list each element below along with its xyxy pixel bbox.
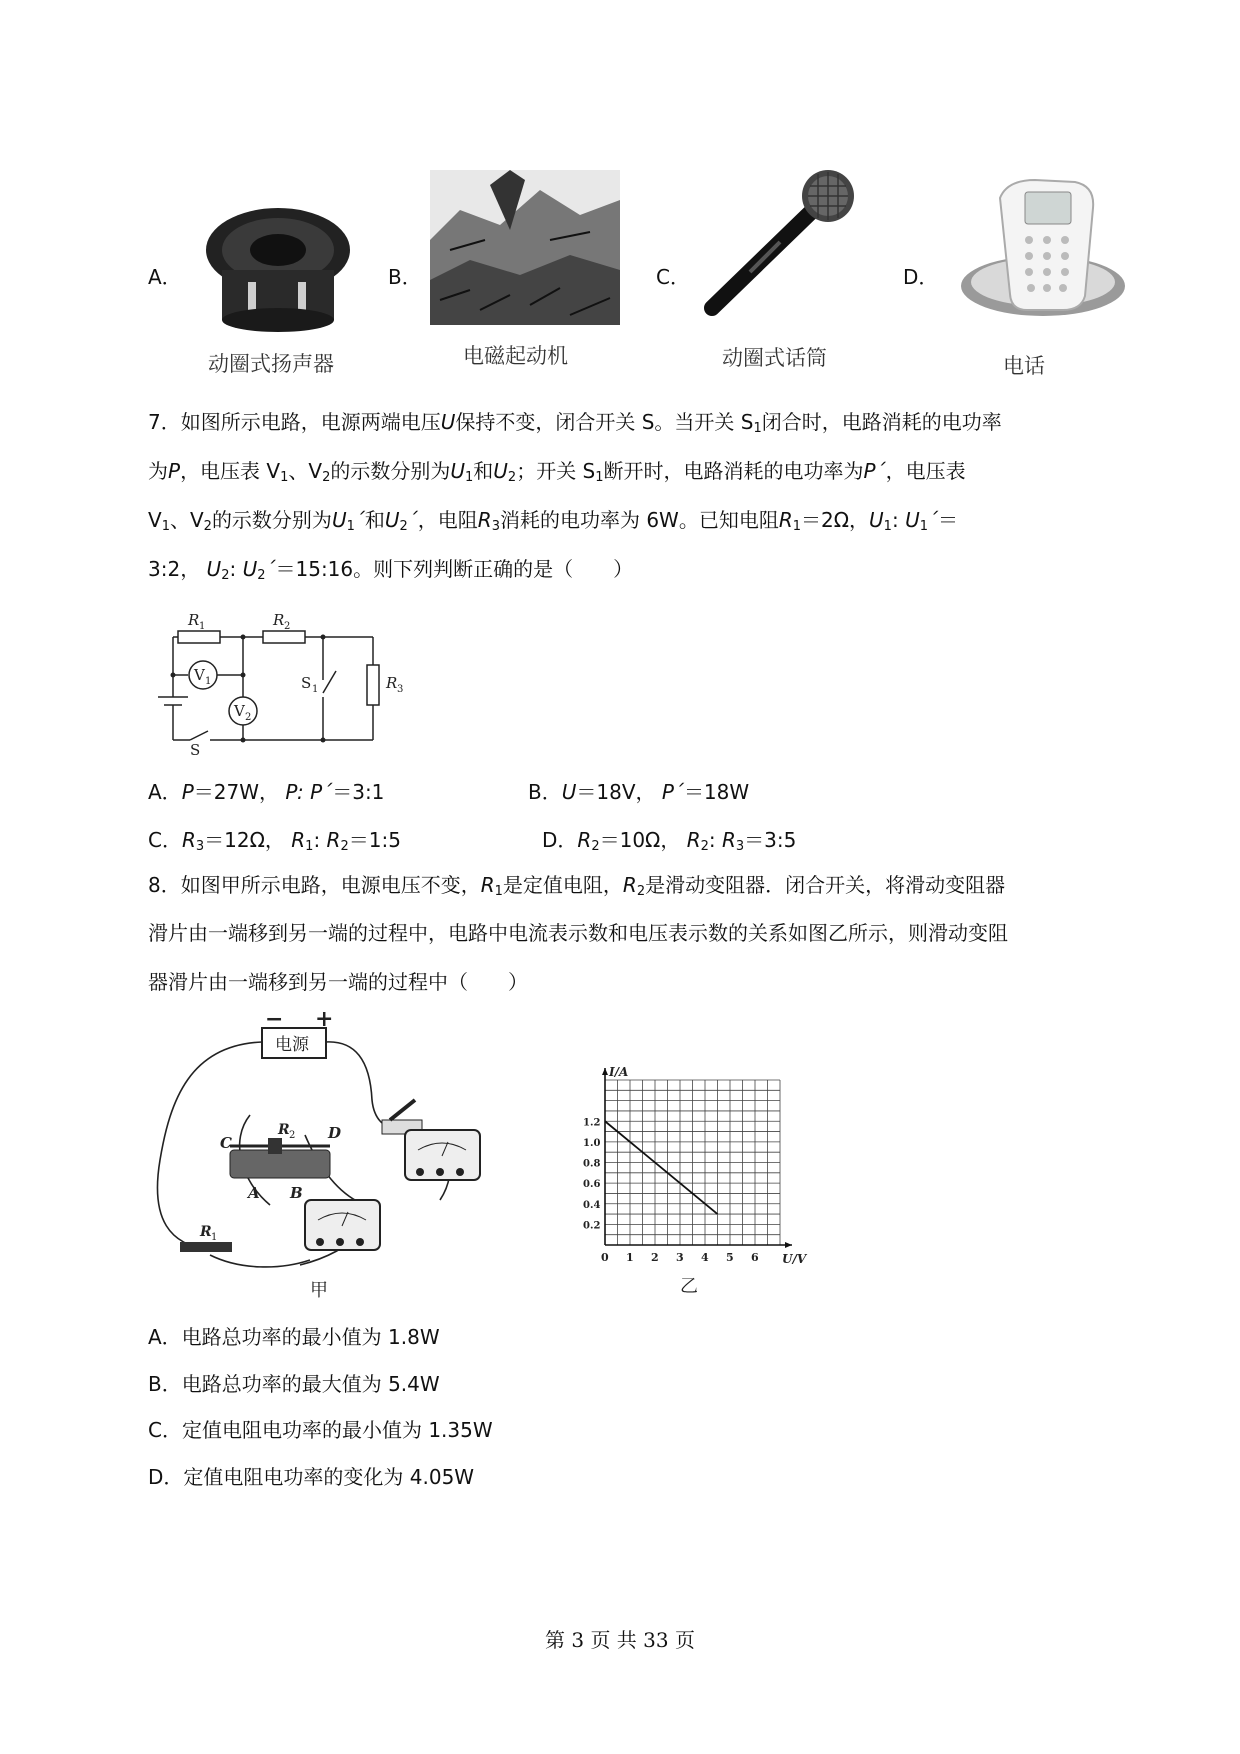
x-tick-label: 0 [601,1251,609,1264]
q6-option-d-caption: 电话 [1003,354,1045,378]
x-tick-label: 3 [676,1251,684,1264]
q7-r3-label: R [386,674,398,692]
q7-text: 和 [364,508,385,532]
rheostat [230,1138,330,1178]
option-letter: C． [148,828,182,852]
var: U [561,780,577,804]
q8-line-1 [148,873,1005,904]
speaker-image [198,200,358,340]
var-u1: U [331,508,347,532]
prime: ´ [354,508,365,532]
option-letter: A． [148,780,182,804]
q7-line-4 [148,557,633,588]
sub: 1 [753,421,762,436]
ammeter [305,1200,380,1250]
option-text: : [708,828,716,852]
telephone-image [955,178,1130,323]
q8-number: 8． [148,873,181,897]
q8-terminal-d: D [328,1124,342,1142]
q7-v2-sub: 2 [245,712,252,723]
q8-figure-jia [150,1006,490,1301]
q6-option-a-caption: 动圈式扬声器 [208,352,334,376]
q7-circuit-diagram [148,605,423,759]
prime: ´ [407,508,418,532]
q8-r1-sub: 1 [211,1232,218,1243]
q7-text: : [229,557,237,581]
prime: ´ [927,508,938,532]
q8-line-3: 器滑片由一端移到另一端的过程中（ ） [148,970,528,994]
sub: 3 [195,839,205,854]
x-tick-label: 1 [626,1251,634,1264]
option-text: ＝18V， [576,780,656,804]
q7-text: 的示数分别为 [330,459,451,483]
var: P: P´ [285,780,333,804]
q8-r2-sub: 2 [289,1130,296,1141]
var-p: P [168,459,181,483]
q8-option-c[interactable]: C．定值电阻电功率的最小值为 1.35W [148,1418,493,1442]
q8-text: 如图甲所示电路，电源电压不变， [180,873,481,897]
var: R [721,828,736,852]
var: R [181,828,196,852]
var-u1: U [450,459,465,483]
var-r1: R [480,873,495,897]
q8-minus-sign: − [265,1006,284,1032]
sub: 1 [465,470,474,485]
q7-text: ；开关 S [516,459,596,483]
var-r3: R [477,508,492,532]
fixed-resistor [180,1242,232,1252]
var-u2: U [493,459,508,483]
var-u2: U [206,557,222,581]
var-r1: R [778,508,793,532]
var: P [181,780,194,804]
sub: 2 [399,519,408,534]
prime: ´ [265,557,276,581]
sub: 2 [507,470,517,485]
q6-option-b-letter[interactable]: B． [388,265,422,289]
sub: 3 [491,519,500,534]
sub: 2 [322,470,331,485]
q7-text: 闭合时，电路消耗的电功率 [761,410,1002,434]
var-u2: U [384,508,400,532]
q7-line-2 [148,459,966,490]
q7-line-3 [148,508,958,539]
sub: 2 [591,839,600,854]
q6-option-b-caption: 电磁起动机 [463,344,568,368]
sub: 1 [883,519,892,534]
sub: 2 [221,568,230,583]
y-axis-arrow [602,1068,608,1075]
y-tick-label: 0.2 [583,1220,601,1232]
y-tick-label: 0.6 [583,1179,601,1191]
option-letter: B． [528,780,562,804]
option-text: ＝18W [683,780,750,804]
y-tick-label: 1.0 [583,1137,601,1149]
option-text: ＝3:5 [744,828,797,852]
q8-plus-sign: + [315,1006,334,1032]
var-p-prime: P´ [863,459,886,483]
sub: 2 [700,839,709,854]
q8-text: 是定值电阻， [502,873,623,897]
sub: 1 [919,519,928,534]
sub: 1 [280,470,289,485]
sub: 3 [735,839,745,854]
option-text: ＝12Ω， [204,828,285,852]
q8-option-b[interactable]: B．电路总功率的最大值为 5.4W [148,1372,440,1396]
q7-text: : [891,508,899,532]
q7-option-a[interactable] [148,780,384,804]
q7-r2-sub: 2 [284,621,291,632]
q8-source-label: 电源 [275,1035,309,1055]
electromagnetic-crane-image [430,170,620,325]
var-r2: R [622,873,637,897]
q8-figure-yi-caption: 乙 [680,1276,698,1297]
q7-text: 和 [473,459,494,483]
q6-option-a-letter[interactable]: A． [148,265,182,289]
q7-text: 断开时，电路消耗的电功率为 [603,459,864,483]
q7-r1-sub: 1 [199,621,206,632]
q7-s-label: S [190,741,201,759]
q7-text: 保持不变，闭合开关 S。当开关 S [455,410,754,434]
q8-figure-jia-caption: 甲 [310,1280,328,1301]
q7-r3-sub: 3 [397,684,404,695]
q7-s1-label: S [301,674,312,692]
q7-option-d[interactable] [542,828,796,859]
q7-s1-sub: 1 [312,684,319,695]
var: R [326,828,341,852]
q7-text: 、V [169,508,204,532]
q8-option-a[interactable]: A．电路总功率的最小值为 1.8W [148,1325,440,1349]
q7-v2-label: V [234,702,245,720]
q7-text: 消耗的电功率为 6W。已知电阻 [499,508,779,532]
q7-text: ＝2Ω， [801,508,870,532]
q7-r2-label: R [273,611,285,629]
option-text: ＝10Ω， [599,828,681,852]
q6-option-c-caption: 动圈式话筒 [722,346,827,370]
q7-line-1 [148,410,1002,441]
q7-text: 为 [148,459,168,483]
q8-terminal-b: B [290,1184,303,1202]
option-text: ＝3:1 [332,780,385,804]
sub: 2 [257,568,266,583]
q7-text: ，电阻 [417,508,478,532]
voltmeter [405,1130,480,1180]
sub: 2 [636,884,646,899]
series-line [605,1121,718,1214]
y-tick-label: 0.8 [583,1158,601,1170]
sub: 1 [792,519,802,534]
q8-terminal-c: C [220,1134,232,1152]
microphone-image [700,168,860,318]
option-text: : [313,828,321,852]
x-tick-label: 5 [726,1251,734,1264]
q7-option-c[interactable] [148,828,401,859]
var-u1: U [905,508,920,532]
q7-text: 、V [288,459,323,483]
x-tick-label: 2 [651,1251,659,1264]
sub: 2 [203,519,212,534]
q7-v1-sub: 1 [205,676,212,687]
q7-v1-label: V [194,666,205,684]
y-axis-label: I/A [609,1065,629,1079]
page-footer: 第 3 页 共 33 页 [545,1628,695,1652]
q7-r1-label: R [188,611,200,629]
q7-text: V [148,508,162,532]
q7-text: ＝ [937,508,958,532]
q6-option-d-letter[interactable]: D． [903,265,939,289]
var: R [686,828,701,852]
option-letter: D． [542,828,578,852]
var-u1: U [869,508,884,532]
q7-option-b[interactable] [528,780,749,804]
var: R [291,828,306,852]
sub: 1 [346,519,355,534]
sub: 1 [595,470,604,485]
x-axis-arrow [785,1242,792,1248]
q8-line-2: 滑片由一端移到另一端的过程中，电路中电流表示数和电压表示数的关系如图乙所示，则滑动变阻 [148,921,1008,945]
q8-figure-yi-chart [555,1030,825,1300]
var: R [577,828,592,852]
q7-text: ，电压表 V [180,459,281,483]
x-tick-label: 6 [751,1251,759,1264]
q7-text: 如图所示电路，电源两端电压 [180,410,441,434]
q7-number: 7． [148,410,181,434]
q7-text: ＝15:16。则下列判断正确的是（ ） [275,557,634,581]
var: P´ [661,780,684,804]
var-u: U [440,410,456,434]
q8-option-d[interactable]: D．定值电阻电功率的变化为 4.05W [148,1465,475,1489]
q6-option-c-letter[interactable]: C． [656,265,690,289]
q8-terminal-a: A [248,1184,260,1202]
q8-text: 是滑动变阻器．闭合开关，将滑动变阻器 [645,873,1006,897]
option-text: ＝27W， [193,780,279,804]
sub: 1 [494,884,503,899]
sub: 1 [305,839,314,854]
knife-switch [382,1100,422,1134]
x-tick-label: 4 [701,1251,709,1264]
q7-text: 3:2， [148,557,201,581]
q7-text: ，电压表 [885,459,966,483]
y-tick-label: 0.4 [583,1199,601,1211]
option-text: ＝1:5 [348,828,401,852]
y-tick-label: 1.2 [583,1117,601,1129]
var-u2: U [242,557,258,581]
x-axis-label: U/V [782,1252,807,1266]
q7-text: 的示数分别为 [211,508,332,532]
sub: 1 [161,519,170,534]
q8-r1-label: R [200,1224,212,1240]
q8-r2-label: R [278,1122,290,1138]
sub: 2 [340,839,349,854]
